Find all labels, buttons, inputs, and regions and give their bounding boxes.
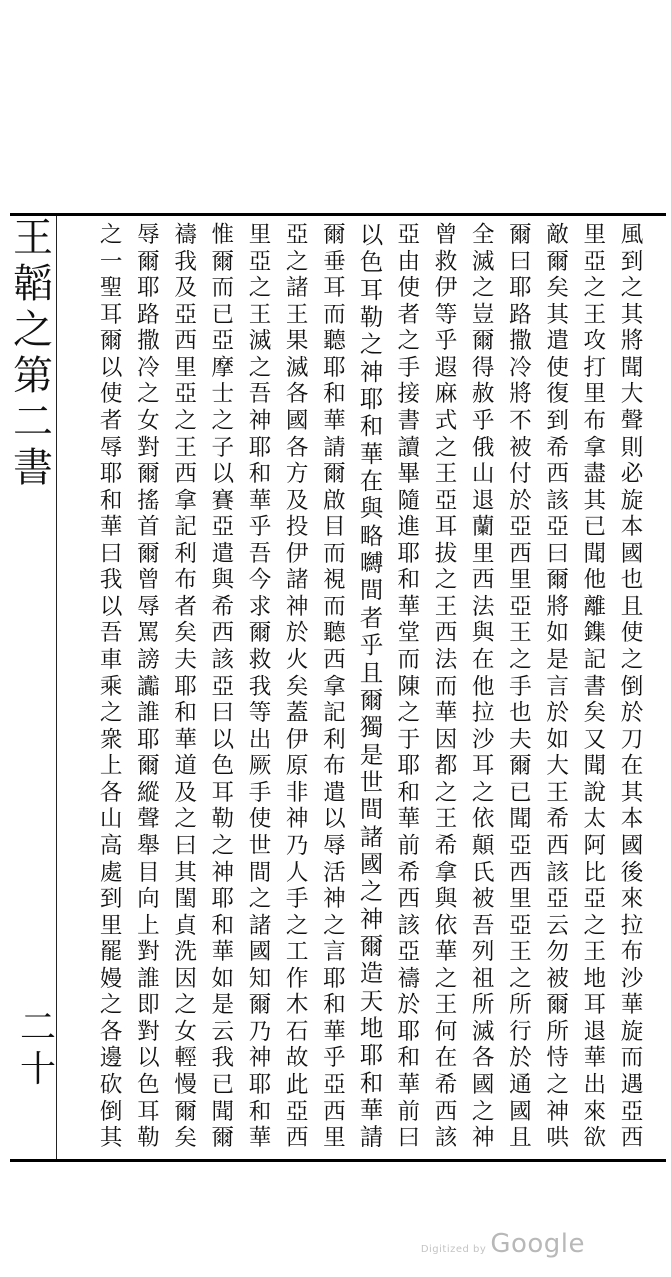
watermark-prefix: Digitized by: [420, 1244, 487, 1255]
text-column: 里 亞 之 王 攻 打 里 布 拿 盡 其 已 聞 他 離 鏶 記 書 矣 又 聞 說 太 阿 比 亞 之 王 地 耳 退 華 出 來 欲: [583, 222, 607, 1152]
digitization-watermark: [421, 1229, 585, 1259]
running-head-title: 王 韜 之 第 二 書: [13, 215, 53, 491]
text-column: 亞 之 諸 王 果 滅 各 國 各 方 及 投 伊 諸 神 於 火 矣 蓋 伊 原 非 神 乃 人 手 之 工 作 木 石 故 此 亞 西: [285, 222, 309, 1152]
text-block-frame: [10, 213, 666, 1162]
text-column: 亞 由 使 者 之 手 接 書 讀 畢 隨 進 耶 和 華 堂 而 陳 之 于 耶 和 華 前 希 西 該 亞 禱 於 耶 和 華 前 曰: [397, 222, 421, 1152]
text-column: 禱 我 及 亞 西 里 亞 之 王 西 拿 記 利 布 者 矣 夫 耶 和 華 道 及 之 曰 其 閨 貞 洗 因 之 女 輕 慢 爾 矣: [174, 222, 197, 1152]
text-column: 爾 垂 耳 而 聽 耶 和 華 請 爾 啟 目 而 視 而 聽 西 拿 記 利 布 遣 以 辱 活 神 之 言 耶 和 華 乎 亞 西 里: [323, 222, 346, 1152]
text-column: 風 到 之 其 將 聞 大 聲 則 必 旋 本 國 也 且 使 之 倒 於 刀 在 其 本 國 後 來 拉 布 沙 華 旋 而 遇 亞 西: [620, 222, 644, 1152]
text-column: 以 色 耳 勒 之 神 耶 和 華 在 與 略 嚩 間 者 乎 且 爾 獨 是 世 間 諸 國 之 神 爾 造 天 地 耶 和 華 請: [359, 221, 384, 1152]
text-column: 敵 爾 矣 其 遣 使 復 到 希 西 該 亞 曰 爾 將 如 是 言 於 如 大 王 希 西 該 亞 云 勿 被 爾 所 恃 之 神 哄: [546, 222, 569, 1152]
page-number: 二 十: [19, 1007, 56, 1090]
text-column: 里 亞 之 王 滅 之 吾 神 耶 和 華 乎 吾 今 求 爾 救 我 等 出 厥 手 使 世 間 之 諸 國 知 爾 乃 神 耶 和 華: [248, 222, 272, 1152]
text-column: 惟 爾 而 已 亞 摩 士 之 子 以 賽 亞 遣 與 希 西 該 亞 曰 以 色 耳 勒 之 神 耶 和 華 如 是 云 我 已 聞 爾: [211, 222, 235, 1152]
text-column: 爾 曰 耶 路 撒 冷 將 不 被 付 於 亞 西 里 亞 王 之 手 也 夫 爾 已 聞 亞 西 里 亞 王 之 所 行 於 通 國 且: [509, 222, 532, 1152]
text-column: 辱 爾 耶 路 撒 冷 之 女 對 爾 搖 首 爾 曾 辱 罵 謗 讟 誰 耶 爾 縱 聲 舉 目 向 上 對 誰 即 對 以 色 耳 勒: [137, 222, 160, 1152]
text-column: 全 滅 之 豈 爾 得 赦 乎 俄 山 退 蘭 里 西 法 與 在 他 拉 沙 耳 之 依 顛 氏 被 吾 列 祖 所 滅 各 國 之 神: [471, 222, 495, 1152]
text-column: 之 一 聖 耳 爾 以 使 者 辱 耶 和 華 曰 我 以 吾 車 乘 之 衆 上 各 山 高 處 到 里 罷 嫚 之 各 邊 砍 倒 其: [99, 222, 123, 1152]
text-column: 曾 救 伊 等 乎 遐 麻 式 之 王 亞 耳 拔 之 王 西 法 而 華 因 都 之 王 希 拿 與 依 華 之 王 何 在 希 西 該: [434, 222, 458, 1152]
watermark-brand: Google: [490, 1229, 585, 1259]
